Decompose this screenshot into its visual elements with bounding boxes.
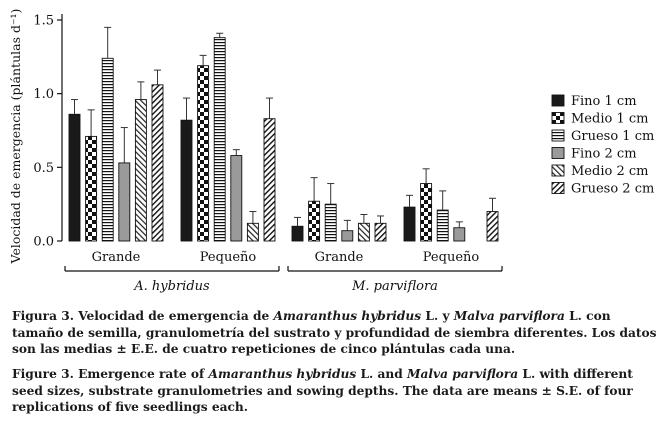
legend-swatch (552, 165, 564, 176)
bar (214, 38, 225, 241)
caption-en-text-3: L. with different seed sizes, substrate granulometries and sowing depths. The data are means ± S.E. of four replications of five seedlings each. (12, 367, 633, 415)
bar (231, 156, 242, 241)
legend-swatch (552, 95, 564, 106)
caption-en-label: Figure 3. (12, 367, 74, 381)
legend-label: Fino 2 cm (571, 146, 637, 162)
species-label: A. hybridus (134, 279, 210, 294)
bar (135, 100, 146, 241)
legend-label: Grueso 2 cm (571, 181, 655, 197)
legend-label: Medio 2 cm (571, 164, 649, 179)
caption-es-text-3: L. con tamaño de semilla, granulometría del sustrato y profundidad de siembra diferentes. Los datos son las medias ± E.E. de cuatro repeticiones de cinco plántulas cada una. (12, 309, 657, 357)
caption-es-species-2: Malva parviflora (453, 309, 565, 323)
caption-en-text-1: Emergence rate of (78, 367, 209, 381)
legend-label: Medio 1 cm (571, 111, 649, 127)
y-tick-label: 0.5 (33, 160, 54, 176)
legend-swatch (552, 148, 564, 159)
bar (454, 228, 465, 241)
bar (247, 223, 258, 241)
caption-en-text-2: L. and (356, 367, 408, 381)
group-label: Pequeño (199, 250, 257, 265)
bar (437, 210, 448, 241)
bar (421, 184, 432, 241)
bar (264, 119, 275, 241)
caption-en-species-1: Amaranthus hybridus (208, 367, 357, 381)
bar (487, 212, 498, 241)
legend-label: Fino 1 cm (571, 94, 637, 109)
y-tick-label: 1.0 (33, 87, 54, 103)
legend-label: Grueso 1 cm (571, 129, 655, 144)
caption-spanish (12, 308, 657, 358)
bar (358, 223, 369, 241)
legend-swatch (552, 130, 564, 141)
caption-es-text-1: Velocidad de emergencia de (78, 309, 274, 323)
group-label: Grande (91, 250, 141, 265)
y-tick-label: 1.5 (33, 13, 54, 29)
bar (69, 114, 80, 241)
bar (86, 136, 97, 241)
group-label: Grande (314, 250, 364, 265)
legend-swatch (552, 113, 564, 124)
bar (102, 58, 113, 241)
bar (292, 226, 303, 241)
bar (375, 223, 386, 241)
species-label: M. parviflora (352, 279, 438, 294)
caption-es-text-2: L. y (421, 309, 454, 323)
bars (69, 27, 498, 241)
caption-english (12, 366, 657, 416)
caption-es-label: Figura 3. (12, 309, 74, 323)
bar (309, 201, 320, 241)
caption-en-species-2: Malva parviflora (407, 367, 519, 381)
legend (552, 94, 654, 197)
y-axis-label: Velocidad de emergencia (plántulas d⁻¹) (8, 8, 23, 264)
caption-es-species-1: Amaranthus hybridus (273, 309, 422, 323)
y-tick-label: 0.0 (33, 234, 54, 250)
legend-swatch (552, 183, 564, 194)
bar (198, 66, 209, 241)
bar (325, 204, 336, 241)
bar (119, 163, 130, 241)
bar (342, 231, 353, 241)
group-label: Pequeño (422, 250, 480, 265)
bar (181, 120, 192, 241)
bar (404, 207, 415, 241)
bar (152, 85, 163, 241)
